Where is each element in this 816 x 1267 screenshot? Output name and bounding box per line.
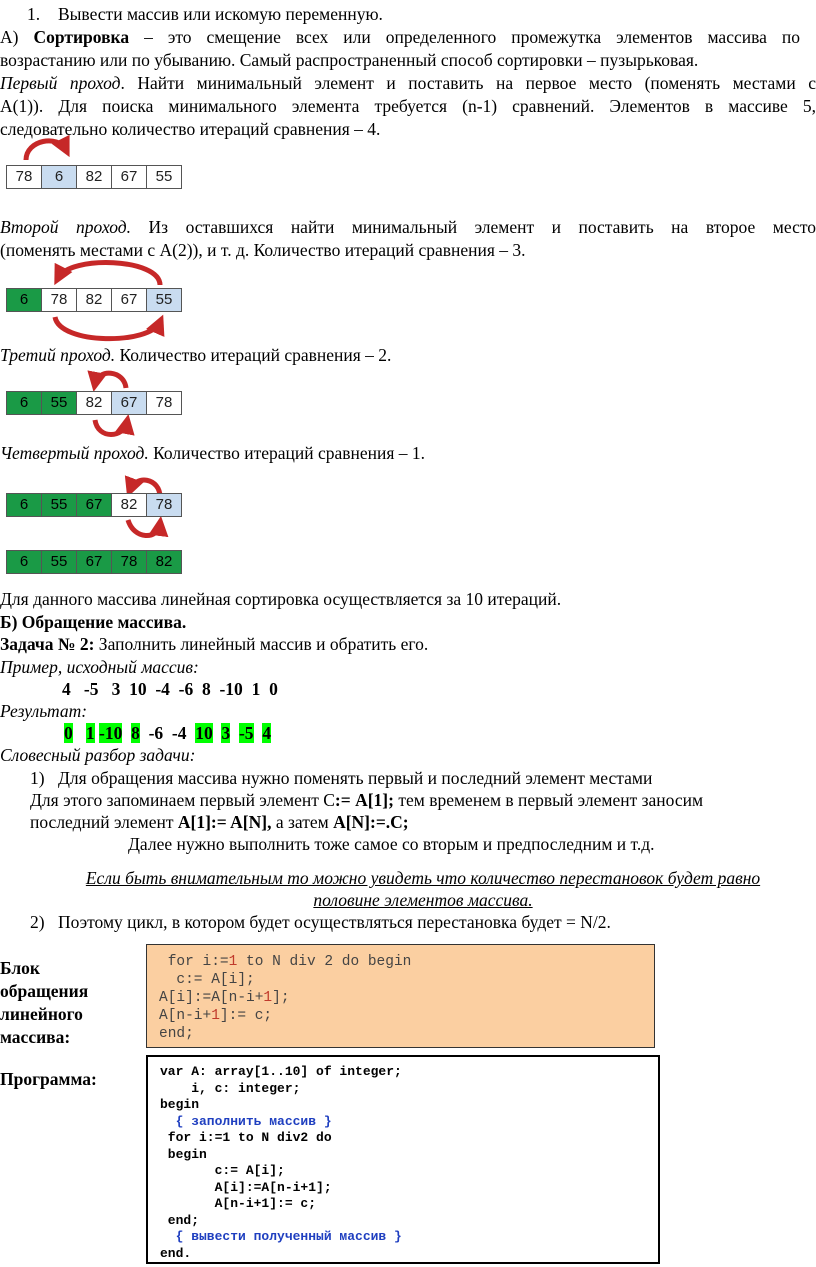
verbal-label: Словесный разбор задачи: — [0, 745, 196, 765]
code-line: A[i]:=A[n-i+1]; — [160, 1179, 332, 1195]
code-line: A[i]:=A[n-i+1]; — [159, 990, 290, 1006]
array-cell: 6 — [6, 288, 42, 312]
array-cell: 55 — [41, 550, 77, 574]
code-line: var A: array[1..10] of integer; — [160, 1064, 402, 1079]
array-cell: 67 — [76, 493, 112, 517]
array-value: 1 — [85, 723, 95, 743]
code-line: c:= A[i]; — [159, 972, 255, 988]
array-cell: 82 — [76, 391, 112, 415]
sorting-definition: А) Сортировка – это смещение всех или определенного промежутка элементов массива по — [0, 27, 801, 47]
pass4-title: Четвертый проход. — [0, 443, 149, 463]
code-line: end; — [159, 1026, 194, 1042]
array-cell: 55 — [146, 288, 182, 312]
array-value: -6 — [148, 723, 164, 743]
array-cell: 82 — [76, 165, 112, 189]
pass1-title: Первый проход — [0, 73, 121, 93]
pass1-text: Первый проход. Найти минимальный элемент и поставить на первое место (поменять местами с — [0, 73, 816, 93]
example-label: Пример, исходный массив: — [0, 657, 199, 677]
array-cell: 78 — [146, 493, 182, 517]
array-cell: 6 — [41, 165, 77, 189]
array-cell: 78 — [146, 391, 182, 415]
array-cell: 82 — [76, 288, 112, 312]
array-value: 0 — [64, 723, 73, 743]
code-comment: { вывести полученный массив } — [160, 1229, 402, 1244]
array-value: -10 — [99, 723, 123, 743]
array-value: 3 — [221, 723, 231, 743]
array-cell: 78 — [41, 288, 77, 312]
array-value: -4 — [155, 679, 170, 699]
array-cell: 6 — [6, 493, 42, 517]
step-1-line4: Далее нужно выполнить тоже самое со вторым и предпоследним и т.д. — [128, 834, 655, 854]
array-cell: 6 — [6, 550, 42, 574]
pass3-array — [7, 391, 182, 415]
note-line2: половине элементов массива. — [313, 890, 533, 910]
pass2-array — [7, 288, 182, 312]
array-value: -5 — [83, 679, 99, 699]
array-value: 4 — [262, 723, 272, 743]
step-1-line2: Для этого запоминаем первый элемент С:= A[1]; тем временем в первый элемент заносим — [30, 790, 704, 810]
program-label: Программа: — [0, 1069, 97, 1089]
arrow-icon — [95, 373, 126, 388]
array-value: 8 — [131, 723, 140, 743]
step-1-line3: последний элемент A[1]:= A[N], а затем A[N]:=.С; — [30, 812, 409, 832]
code-block-reverse — [146, 944, 655, 1048]
arrow-icon — [26, 141, 66, 160]
arrow-icon — [55, 317, 160, 339]
array-value: 1 — [251, 679, 261, 699]
pass4-text: Четвертый проход. Количество итераций сравнения – 1. — [0, 443, 426, 463]
array-value: -5 — [238, 723, 254, 743]
code-line: end. — [160, 1245, 192, 1261]
array-cell: 78 — [111, 550, 147, 574]
summary: Для данного массива линейная сортировка осуществляется за 10 итераций. — [0, 589, 562, 609]
code-line: for i:=1 to N div2 do — [160, 1130, 332, 1145]
array-value: 0 — [269, 679, 278, 699]
pass1-line2: A(1)). Для поиска минимального элемента требуется (n-1) сравнений. Элементов в массиве 5, — [0, 96, 816, 116]
array-cell: 67 — [111, 165, 147, 189]
array-value: 10 — [129, 679, 147, 699]
array-value: 8 — [201, 679, 211, 699]
array-cell: 67 — [76, 550, 112, 574]
pass1-line3: следовательно количество итераций сравнения – 4. — [0, 119, 381, 139]
note-line1: Если быть внимательным то можно увидеть что количество перестановок будет равно — [85, 868, 761, 888]
arrow-icon — [95, 420, 127, 435]
block-label: Блок обращения линейного массива: — [0, 958, 89, 1047]
pass2-title: Второй проход. — [0, 217, 132, 237]
array-value: -10 — [219, 679, 243, 699]
code-line: end; — [160, 1212, 200, 1228]
array-cell: 67 — [111, 391, 147, 415]
array-cell: 82 — [146, 550, 182, 574]
code-line: A[n-i+1]:= c; — [159, 1008, 273, 1024]
array-value: -6 — [178, 679, 194, 699]
term-sorting: Сортировка — [33, 27, 130, 47]
final-array — [7, 550, 182, 574]
pass4-array — [7, 493, 182, 517]
arrow-icon — [58, 263, 160, 285]
array-cell: 67 — [111, 288, 147, 312]
arrow-icon — [128, 520, 160, 536]
code-line: begin — [160, 1097, 200, 1112]
pass2-text: Второй проход. Из оставшихся найти минимальный элемент и поставить на второе место — [0, 217, 816, 237]
pass3-text: Третий проход. Количество итераций сравнения – 2. — [0, 345, 392, 365]
array-cell: 78 — [6, 165, 42, 189]
source-array — [62, 678, 278, 701]
section-b-heading: Б) Обращение массива. — [0, 612, 187, 632]
array-cell: 55 — [41, 493, 77, 517]
code-line: c:= A[i]; — [160, 1163, 285, 1178]
array-cell: 55 — [146, 165, 182, 189]
code-line: i, c: integer; — [160, 1080, 301, 1096]
array-value: 10 — [195, 723, 213, 743]
array-value: -4 — [171, 723, 187, 743]
pass2-line2: (поменять местами с A(2)), и т. д. Количество итераций сравнения – 3. — [0, 240, 526, 260]
program-code — [146, 1055, 660, 1264]
array-value: 4 — [62, 679, 71, 699]
code-line: for i:=1 to N div 2 do begin — [159, 954, 412, 970]
array-cell: 55 — [41, 391, 77, 415]
list-text: Вывести массив или искомую переменную. — [58, 4, 383, 24]
array-cell: 6 — [6, 391, 42, 415]
list-number: 1. — [27, 4, 41, 24]
array-value: 3 — [111, 679, 121, 699]
code-comment: { заполнить массив } — [160, 1113, 332, 1129]
task-2: Задача № 2: Заполнить линейный массив и обратить его. — [0, 634, 429, 654]
code-line: A[n-i+1]:= c; — [160, 1196, 317, 1211]
array-cell: 82 — [111, 493, 147, 517]
pass3-title: Третий проход. — [0, 345, 116, 365]
result-label: Результат: — [0, 701, 88, 721]
sorting-definition-line2: возрастанию или по убыванию. Самый распространенный способ сортировки – пузырьковая. — [0, 50, 699, 70]
code-line: begin — [160, 1146, 207, 1162]
result-array — [64, 722, 271, 745]
